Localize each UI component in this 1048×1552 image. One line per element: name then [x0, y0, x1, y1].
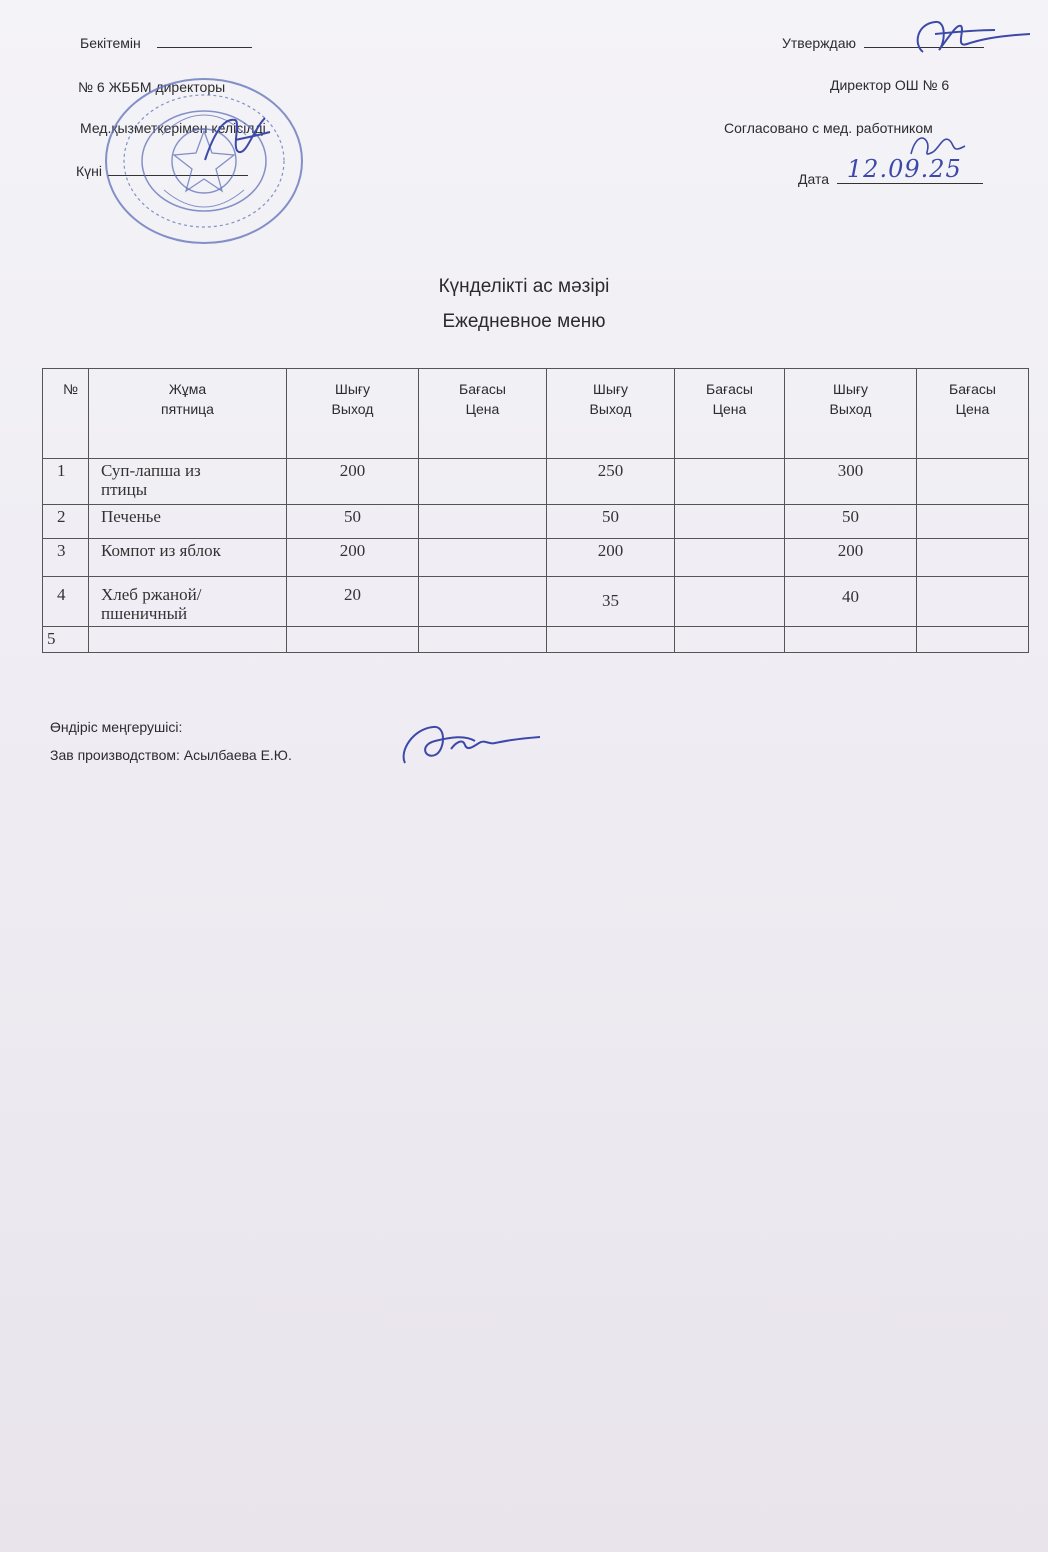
cell-price-1: [419, 459, 547, 505]
header-output-2: Шығу Выход: [547, 369, 675, 459]
table-header-row: [43, 369, 1029, 459]
header-price-1: Бағасы Цена: [419, 369, 547, 459]
date-kz: Күні: [76, 163, 248, 179]
cell-price-3: [917, 627, 1029, 653]
cell-price-3: [917, 577, 1029, 627]
cell-price-3: [917, 459, 1029, 505]
cell-output-1: 200: [287, 539, 419, 577]
cell-output-2: 200: [547, 539, 675, 577]
cell-price-1: [419, 627, 547, 653]
approve-kz: Бекітемін: [80, 35, 252, 51]
director-kz: № 6 ЖББМ директоры: [78, 79, 226, 95]
cell-output-2: 250: [547, 459, 675, 505]
footer-manager-kz: Өндіріс меңгерушісі:: [50, 719, 183, 735]
table-row: [43, 577, 1029, 627]
header-output-1: Шығу Выход: [287, 369, 419, 459]
header-output-3: Шығу Выход: [785, 369, 917, 459]
cell-dish: Компот из яблок: [89, 539, 287, 577]
cell-price-2: [675, 577, 785, 627]
cell-output-3: 300: [785, 459, 917, 505]
cell-dish: Хлеб ржаной/пшеничный: [89, 577, 287, 627]
title-kz: Күнделікті ас мәзірі: [438, 276, 610, 297]
cell-output-3: 40: [785, 577, 917, 627]
cell-num: 4: [43, 577, 89, 627]
stamp-signature-icon: [195, 110, 275, 170]
manager-signature-icon: [395, 715, 545, 775]
header-price-2: Бағасы Цена: [675, 369, 785, 459]
cell-output-2: 35: [547, 577, 675, 627]
cell-price-2: [675, 505, 785, 539]
table-row: [43, 627, 1029, 653]
cell-output-3: 50: [785, 505, 917, 539]
title-ru: Ежедневное меню: [442, 311, 606, 332]
cell-output-3: 200: [785, 539, 917, 577]
cell-output-1: 20: [287, 577, 419, 627]
menu-table: [42, 368, 1029, 653]
cell-dish: [89, 627, 287, 653]
header-price-3: Бағасы Цена: [917, 369, 1029, 459]
cell-num: 3: [43, 539, 89, 577]
cell-output-3: [785, 627, 917, 653]
approve-ru: Утверждаю: [782, 35, 984, 51]
cell-price-3: [917, 539, 1029, 577]
cell-price-2: [675, 459, 785, 505]
cell-price-3: [917, 505, 1029, 539]
header-num: №: [43, 369, 89, 459]
cell-num: 5: [43, 627, 89, 653]
cell-dish: Печенье: [89, 505, 287, 539]
cell-output-2: [547, 627, 675, 653]
cell-price-1: [419, 539, 547, 577]
cell-price-2: [675, 539, 785, 577]
footer-manager-ru: Зав производством: Асылбаева Е.Ю.: [50, 747, 292, 763]
table-row: [43, 459, 1029, 505]
cell-price-1: [419, 505, 547, 539]
approve-kz-line: [157, 47, 252, 48]
director-signature-icon: [895, 14, 1035, 60]
date-ru: Дата 12.09.25: [798, 165, 983, 187]
table-row: [43, 539, 1029, 577]
cell-output-2: 50: [547, 505, 675, 539]
cell-price-1: [419, 577, 547, 627]
header-day: Жұма пятница: [89, 369, 287, 459]
cell-output-1: 50: [287, 505, 419, 539]
cell-dish: Суп-лапша из птицы: [89, 459, 287, 505]
agreed-ru: Согласовано с мед. работником: [724, 120, 933, 136]
cell-num: 2: [43, 505, 89, 539]
table-row: [43, 505, 1029, 539]
agreed-kz: Мед.қызметкерімен келісілді: [80, 120, 266, 136]
cell-output-1: [287, 627, 419, 653]
director-ru: Директор ОШ № 6: [830, 77, 950, 93]
cell-num: 1: [43, 459, 89, 505]
date-ru-value: 12.09.25: [846, 155, 962, 183]
cell-price-2: [675, 627, 785, 653]
cell-output-1: 200: [287, 459, 419, 505]
